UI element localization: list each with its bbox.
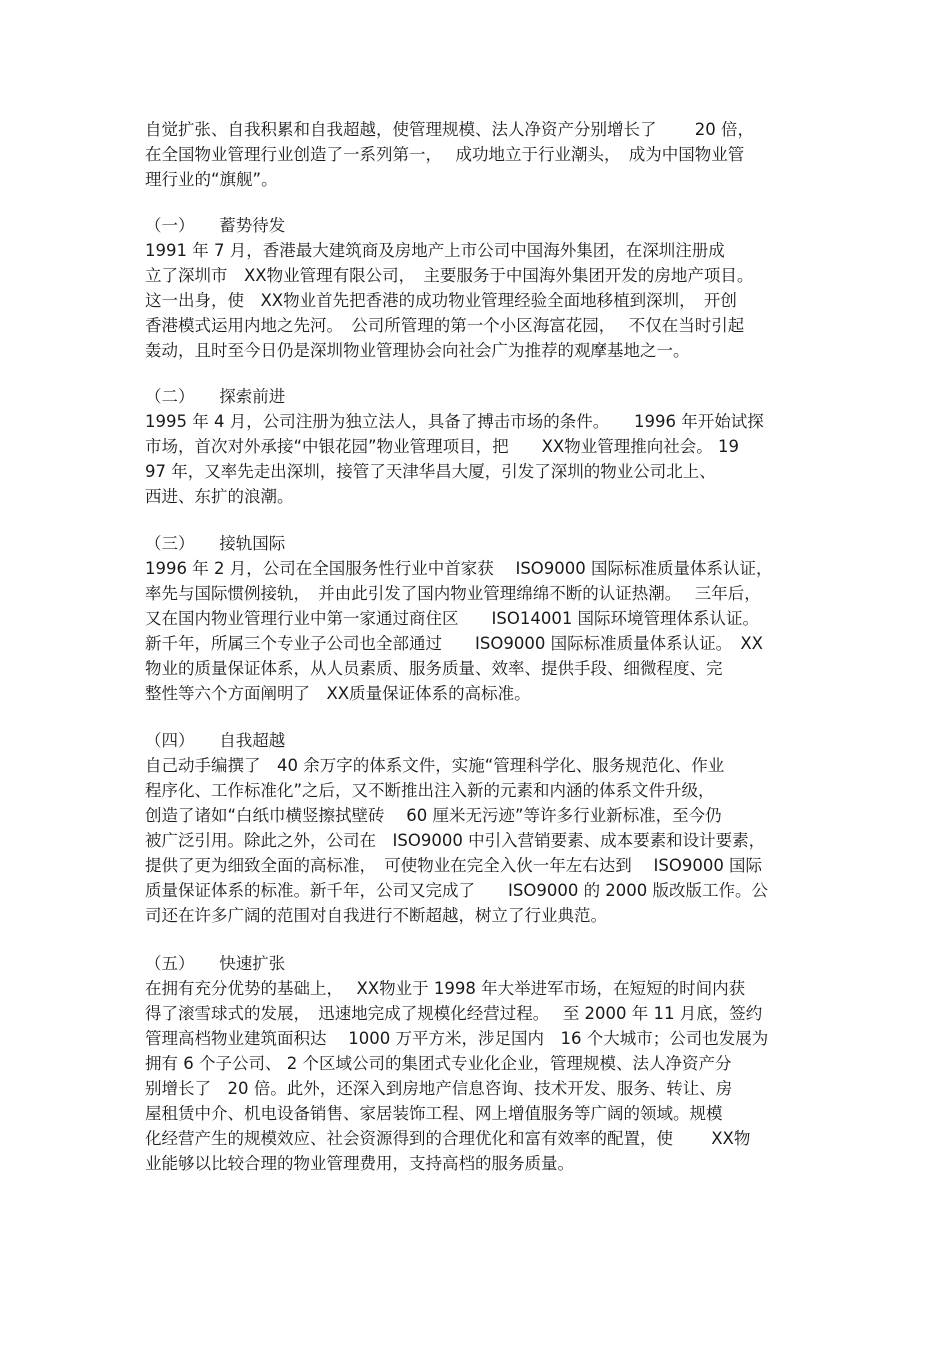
section-heading: （二） 探索前进 (145, 387, 286, 406)
paragraph-line: 质量保证体系的标准。新千年，公司又完成了 ISO9000 的 2000 版改版工作。公 (145, 881, 769, 900)
paragraph-line: 轰动，且时至今日仍是深圳物业管理协会向社会广为推荐的观摩基地之一。 (145, 341, 690, 360)
paragraph-line: 司还在许多广阔的范围对自我进行不断超越，树立了行业典范。 (145, 906, 607, 925)
paragraph-line: 被广泛引用。除此之外，公司在 ISO9000 中引入营销要素、成本要素和设计要素， (145, 831, 766, 850)
section-heading: （一） 蓄势待发 (145, 216, 286, 235)
paragraph-line: 化经营产生的规模效应、社会资源得到的合理优化和富有效率的配置，使 XX物 (145, 1129, 751, 1148)
paragraph-line: 拥有 6 个子公司、 2 个区域公司的集团式专业化企业，管理规模、法人净资产分 (145, 1054, 732, 1073)
paragraph-line: 程序化、工作标准化”之后，又不断推出注入新的元素和内涵的体系文件升级， (145, 781, 715, 800)
intro-line: 在全国物业管理行业创造了一系列第一， 成功地立于行业潮头， 成为中国物业管 (145, 145, 745, 164)
paragraph-line: 市场，首次对外承接“中银花园”物业管理项目，把 XX物业管理推向社会。 19 (145, 437, 739, 456)
paragraph-line: 西进、东扩的浪潮。 (145, 487, 294, 506)
paragraph-line: 97 年，又率先走出深圳，接管了天津华昌大厦，引发了深圳的物业公司北上、 (145, 462, 716, 481)
paragraph-line: 得了滚雪球式的发展， 迅速地完成了规模化经营过程。 至 2000 年 11 月底，签约 (145, 1004, 763, 1023)
intro-line: 理行业的“旗舰”。 (145, 170, 278, 189)
paragraph-line: 新千年，所属三个专业子公司也全部通过 ISO9000 国际标准质量体系认证。 XX (145, 634, 763, 653)
paragraph-line: 又在国内物业管理行业中第一家通过商住区 ISO14001 国际环境管理体系认证。 (145, 609, 760, 628)
paragraph-line: 在拥有充分优势的基础上， XX物业于 1998 年大举进军市场，在短短的时间内获 (145, 979, 746, 998)
paragraph-line: 立了深圳市 XX物业管理有限公司， 主要服务于中国海外集团开发的房地产项目。 (145, 266, 754, 285)
paragraph-line: 1996 年 2 月，公司在全国服务性行业中首家获 ISO9000 国际标准质量体系认证， (145, 559, 773, 578)
paragraph-line: 物业的质量保证体系，从人员素质、服务质量、效率、提供手段、细微程度、完 (145, 659, 723, 678)
paragraph-line: 创造了诸如“白纸巾横竖擦拭壁砖 60 厘米无污迹”等许多行业新标准，至今仍 (145, 806, 722, 825)
paragraph-line: 香港模式运用内地之先河。 公司所管理的第一个小区海富花园， 不仅在当时引起 (145, 316, 745, 335)
paragraph-line: 别增长了 20 倍。此外，还深入到房地产信息咨询、技术开发、服务、转让、房 (145, 1079, 733, 1098)
paragraph-line: 提供了更为细致全面的高标准， 可使物业在完全入伙一年左右达到 ISO9000 国际 (145, 856, 763, 875)
paragraph-line: 业能够以比较合理的物业管理费用，支持高档的服务质量。 (145, 1154, 574, 1173)
paragraph-line: 自己动手编撰了 40 余万字的体系文件，实施“管理科学化、服务规范化、作业 (145, 756, 725, 775)
paragraph-line: 率先与国际惯例接轨， 并由此引发了国内物业管理绵绵不断的认证热潮。 三年后， (145, 584, 761, 603)
paragraph-line: 1991 年 7 月，香港最大建筑商及房地产上市公司中国海外集团，在深圳注册成 (145, 241, 725, 260)
paragraph-line: 整性等六个方面阐明了 XX质量保证体系的高标准。 (145, 684, 531, 703)
section-heading: （四） 自我超越 (145, 731, 286, 750)
section-heading: （五） 快速扩张 (145, 954, 286, 973)
paragraph-line: 这一出身，使 XX物业首先把香港的成功物业管理经验全面地移植到深圳， 开创 (145, 291, 737, 310)
paragraph-line: 管理高档物业建筑面积达 1000 万平方米，涉足国内 16 个大城市；公司也发展为 (145, 1029, 769, 1048)
paragraph-line: 屋租赁中介、机电设备销售、家居装饰工程、网上增值服务等广阔的领域。规模 (145, 1104, 723, 1123)
paragraph-line: 1995 年 4 月，公司注册为独立法人，具备了搏击市场的条件。 1996 年开始试探 (145, 412, 764, 431)
intro-line: 自觉扩张、自我积累和自我超越，使管理规模、法人净资产分别增长了 20 倍， (145, 120, 754, 139)
section-heading: （三） 接轨国际 (145, 534, 286, 553)
